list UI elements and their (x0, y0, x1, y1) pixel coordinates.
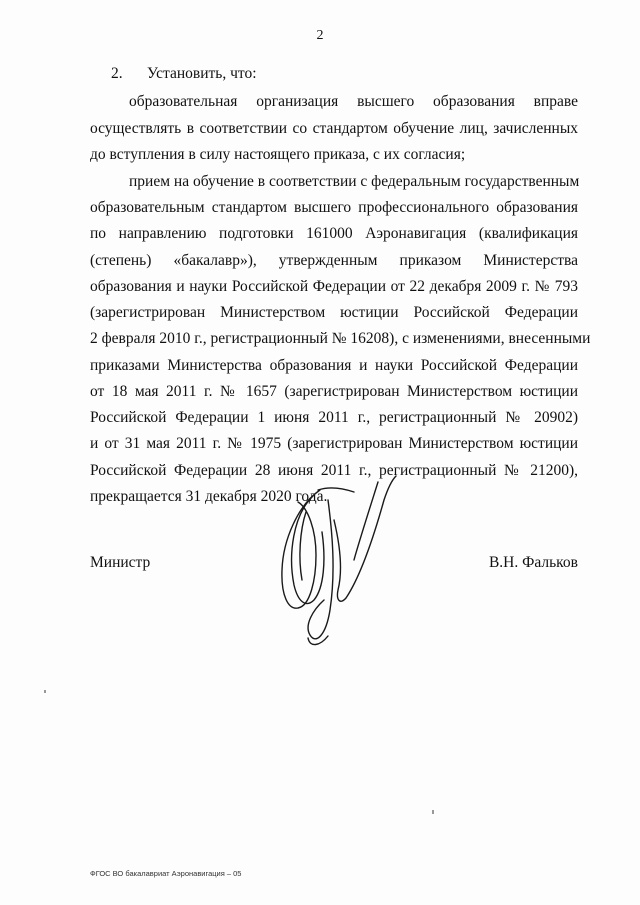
paragraph-2-line: от 18 мая 2011 г. № 1657 (зарегистрирован Министерством юстиции (90, 383, 578, 400)
paragraph-2-line: (зарегистрирован Министерством юстиции Российской Федерации (90, 304, 578, 321)
paragraph-2-line: Российской Федерации 28 июня 2011 г., регистрационный № 21200), (90, 462, 578, 479)
page-number: 2 (316, 28, 324, 43)
paragraph-1-line: до вступления в силу настоящего приказа, с их согласия; (90, 146, 466, 163)
paragraph-1-line: осуществлять в соответствии со стандартом обучение лиц, зачисленных (90, 120, 578, 137)
paragraph-2-line: (степень) «бакалавр»), утвержденным приказом Министерства (90, 252, 578, 269)
signatory-name: В.Н. Фальков (488, 554, 578, 571)
paragraph-2-line: приказами Министерства образования и науки Российской Федерации (90, 357, 578, 374)
paragraph-2-line: прекращается 31 декабря 2020 года. (90, 488, 328, 505)
signatory-title: Министр (90, 554, 151, 571)
item-heading-text: Установить, что: (147, 65, 257, 82)
document-footer: ФГОС ВО бакалавриат Аэронавигация – 05 (90, 869, 242, 878)
item-heading (111, 64, 257, 84)
item-number: 2. (111, 65, 123, 82)
paragraph-2-line: и от 31 мая 2011 г. № 1975 (зарегистрирован Министерством юстиции (90, 435, 578, 452)
paragraph-2-line: Российской Федерации 1 июня 2011 г., регистрационный № 20902) (90, 409, 578, 426)
paragraph-2-line: по направлению подготовки 161000 Аэронавигация (квалификация (90, 225, 578, 242)
handwritten-signature (258, 460, 408, 650)
paragraph-2-line: образования и науки Российской Федерации от 22 декабря 2009 г. № 793 (90, 278, 578, 295)
paragraph-2-line: образовательным стандартом высшего профессионального образования (90, 199, 578, 216)
paragraph-2-line: 2 февраля 2010 г., регистрационный № 16208), с изменениями, внесенными (90, 330, 591, 347)
scan-speck (432, 810, 434, 814)
paragraph-2-line: прием на обучение в соответствии с федеральным государственным (129, 173, 580, 190)
paragraph-1-line: образовательная организация высшего образования вправе (129, 93, 578, 110)
scan-speck (44, 690, 46, 693)
